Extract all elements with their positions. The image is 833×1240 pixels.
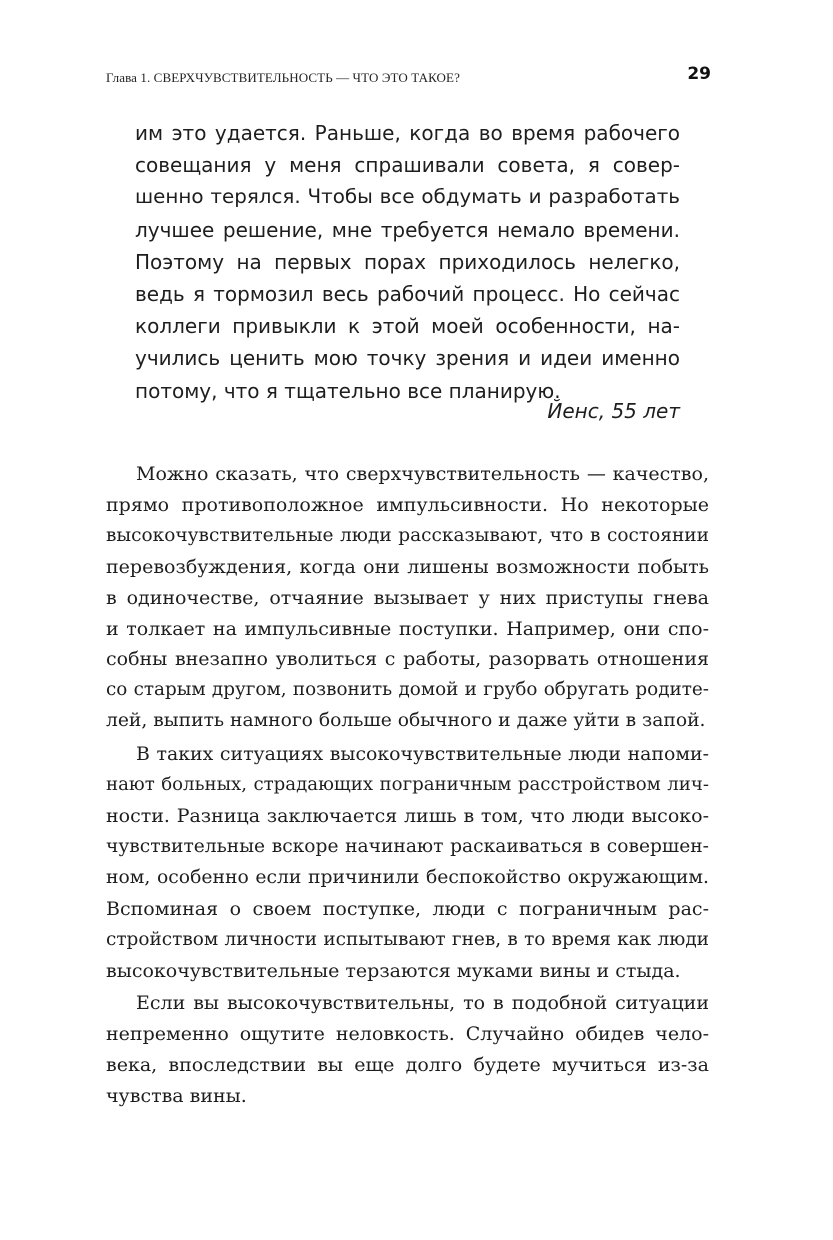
text-line: в одиночестве, отчаяние вызывает у них приступы гнева (106, 586, 709, 609)
paragraph (106, 988, 709, 1112)
quote-line: ведь я тормозил весь рабочий процесс. Но сейчас (135, 282, 680, 307)
text-line: лей, выпить намного больше обычного и даже уйти в запой. (106, 710, 706, 732)
body-text (106, 459, 709, 1112)
text-line: Можно сказать, что сверхчувствительность — качество, (136, 463, 709, 485)
quote-line: коллеги привыкли к этой моей особенности, на- (135, 314, 680, 339)
quote-line: Поэтому на первых порах приходилось нелегко, (135, 249, 680, 274)
text-line: непременно ощутите неловкость. Случайно обидев чело- (106, 1023, 709, 1046)
quote-line: совещания у меня спрашивали совета, я совер- (135, 153, 680, 178)
text-line: Вспоминая о своем поступке, люди с пограничным рас- (106, 897, 709, 920)
text-line: Если вы высокочувствительны, то в подобной ситуации (136, 992, 709, 1015)
text-line: прямо противоположное импульсивности. Но некоторые (106, 493, 709, 516)
quote-line: им это удается. Раньше, когда во время рабочего (135, 121, 680, 145)
quote-line: потому, что я тщательно все планирую. (135, 378, 561, 403)
quote-line: лучшее решение, мне требуется немало времени. (135, 217, 680, 242)
text-line: и толкает на импульсивные поступки. Например, они спо- (106, 617, 709, 640)
text-line: высокочувствительные люди рассказывают, что в состоянии (106, 524, 709, 546)
paragraph (106, 739, 709, 986)
text-line: ном, особенно если причинили беспокойство окружающим. (106, 866, 709, 888)
text-line: века, впоследствии вы еще долго будете мучиться из-за (106, 1054, 709, 1077)
text-line: со старым другом, позвонить домой и грубо обругать родите- (106, 679, 709, 701)
text-line: чувства вины. (106, 1085, 247, 1108)
paragraph (106, 459, 709, 737)
text-line: высокочувствительные терзаются муками вины и стыда. (106, 959, 681, 982)
quote-line: учились ценить мою точку зрения и идеи именно (135, 346, 680, 371)
quote-line: шенно терялся. Чтобы все обдумать и разработать (135, 185, 680, 209)
text-line: чувствительные вскоре начинают раскаиваться в совершен- (106, 835, 709, 857)
running-head: Глава 1. СВЕРХЧУВСТВИТЕЛЬНОСТЬ — ЧТО ЭТО ТАКОЕ? (106, 70, 460, 85)
page-number: 29 (687, 64, 711, 84)
text-line: нают больных, страдающих пограничным расстройством лич- (106, 774, 709, 796)
text-line: стройством личности испытывают гнев, в то время как люди (106, 928, 709, 950)
quote-attribution: Йенс, 55 лет (547, 399, 680, 423)
text-line: ности. Разница заключается лишь в том, что люди высоко- (106, 804, 709, 827)
text-line: перевозбуждения, когда они лишены возможности побыть (106, 555, 709, 578)
text-line: В таких ситуациях высокочувствительные люди напоми- (136, 743, 709, 766)
quote-block (135, 117, 680, 407)
text-line: собны внезапно уволиться с работы, разорвать отношения (106, 648, 709, 671)
